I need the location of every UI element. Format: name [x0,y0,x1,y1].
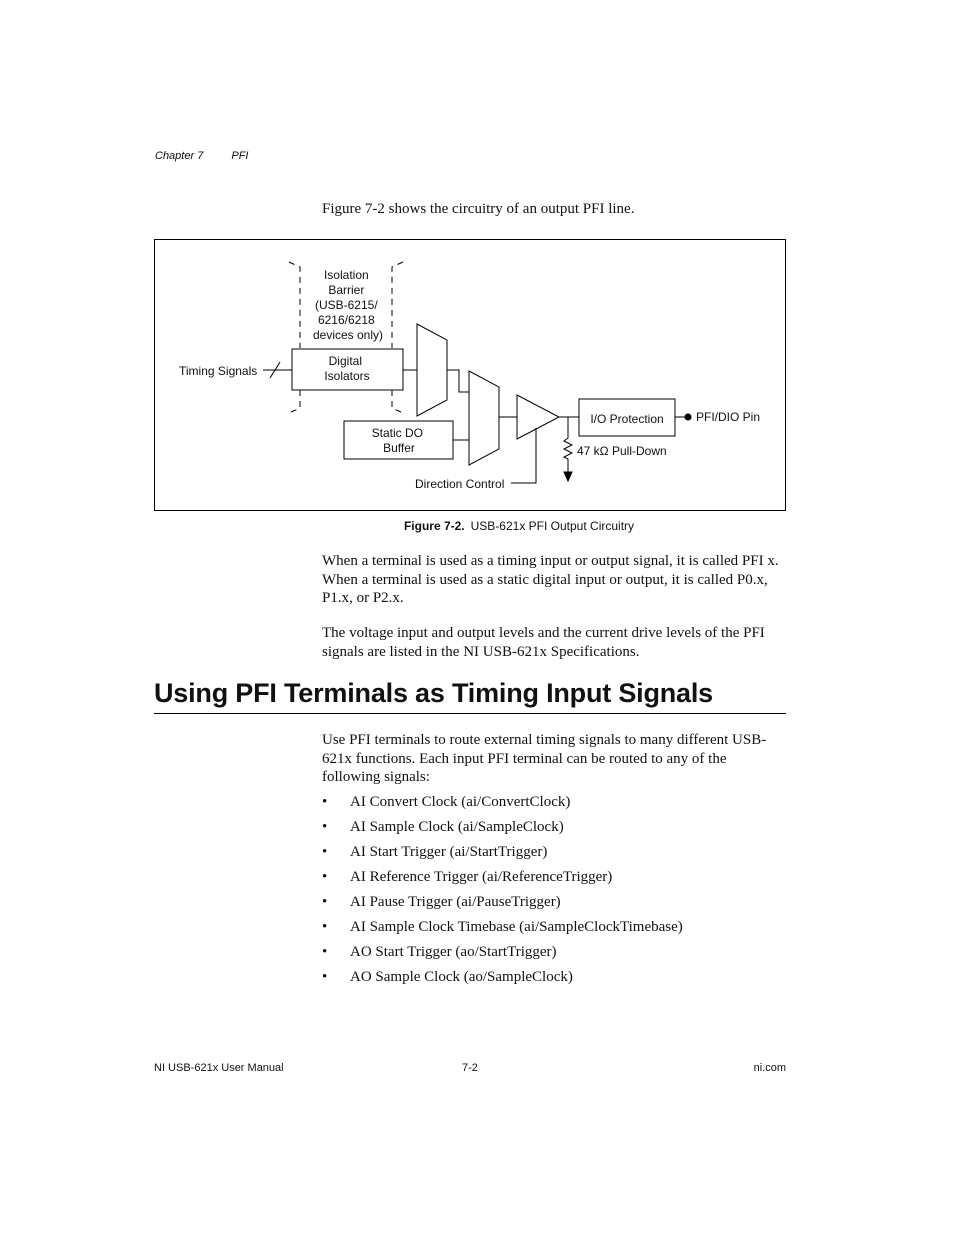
list-item: • AI Reference Trigger (ai/ReferenceTrigger) [322,867,784,892]
pull-down-label: 47 kΩ Pull-Down [577,444,667,458]
list-item: • AI Convert Clock (ai/ConvertClock) [322,792,784,817]
list-item: • AO Start Trigger (ao/StartTrigger) [322,942,784,967]
digital-isolators-label: Digital Isolators [324,354,370,383]
footer-manual-title: NI USB-621x User Manual [154,1062,284,1074]
figure-caption [154,519,784,533]
pfi-dio-pin-dot [685,414,692,421]
section-intro-paragraph: Use PFI terminals to route external timing signals to many different USB-621x functions. Each input PFI terminal can be routed to any of the following signals: [322,732,767,785]
pfi-dio-pin-label: PFI/DIO Pin [696,410,761,424]
paragraph-voltage-levels: The voltage input and output levels and the current drive levels of the PFI signals are listed in the NI USB-621x Specifications. [322,625,765,660]
isolation-barrier-label: Isolation Barrier (USB-6215/ 6216/6218 devices only) [312,268,384,342]
list-item: • AI Sample Clock (ai/SampleClock) [322,817,784,842]
section-heading: Using PFI Terminals as Timing Input Signals [154,678,786,714]
header-chapter: Chapter 7 [155,150,204,162]
running-header [155,150,274,162]
timing-bus-line [263,362,292,378]
footer-website: ni.com [753,1062,786,1074]
pull-down-resistor [564,417,572,472]
paragraph-pfi-naming: When a terminal is used as a timing input or output signal, it is called PFI x. When a terminal is used as a static digital input or output, it is called P0.x, P1.x, or P2.x. [322,553,779,606]
mux-2-shape [469,371,499,465]
io-protection-label: I/O Protection [590,412,664,426]
header-section: PFI [231,150,249,162]
list-item: • AI Start Trigger (ai/StartTrigger) [322,842,784,867]
direction-control-wire [511,428,536,483]
timing-signal-list [322,792,784,992]
mux1-to-mux2-wire [447,370,469,392]
circuit-diagram [155,240,785,510]
figure-caption-number: Figure 7-2. [403,519,465,533]
list-item: • AI Pause Trigger (ai/PauseTrigger) [322,892,784,917]
timing-signals-label: Timing Signals [179,364,258,378]
static-do-buffer-label: Static DO Buffer [371,426,424,455]
list-item: • AO Sample Clock (ao/SampleClock) [322,967,784,992]
figure-caption-text: USB-621x PFI Output Circuitry [470,519,635,533]
footer-page-number: 7-2 [462,1062,478,1074]
output-driver-triangle [517,395,559,439]
direction-control-label: Direction Control [415,477,505,491]
figure-7-2-diagram [154,239,786,511]
list-item: • AI Sample Clock Timebase (ai/SampleClockTimebase) [322,917,784,942]
figure-intro-text: Figure 7-2 shows the circuitry of an output PFI line. [322,201,635,217]
mux-1-shape [417,324,447,416]
ground-arrow [564,472,572,481]
